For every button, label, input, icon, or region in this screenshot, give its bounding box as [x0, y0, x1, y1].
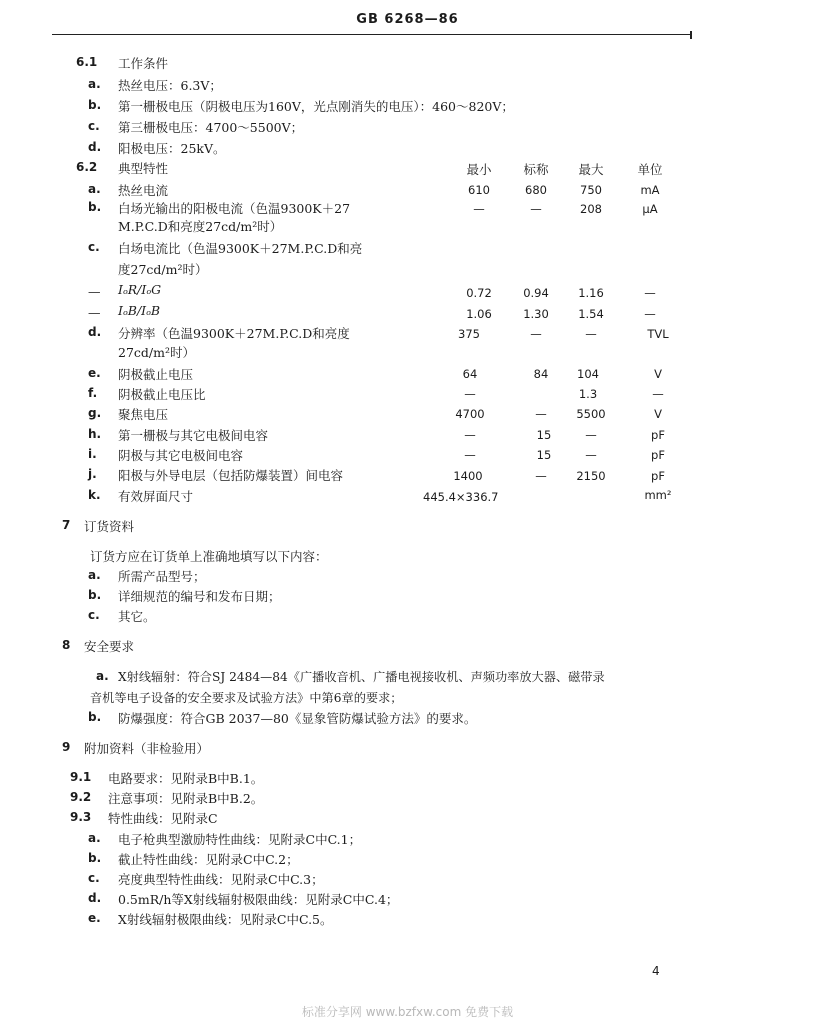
cell-unit: pF: [651, 448, 665, 462]
cell-nominal: 84: [533, 367, 549, 381]
list-item-key: a.: [96, 669, 109, 683]
cell-min: —: [464, 448, 476, 462]
table-row-key: b.: [88, 200, 102, 214]
col-header-min: 最小: [466, 162, 492, 177]
list-item-key: a.: [88, 568, 101, 582]
cell-min: 375: [458, 327, 480, 341]
cell-max: —: [585, 428, 597, 442]
cell-max: —: [585, 327, 597, 341]
subsection-number: 9.3: [70, 810, 92, 824]
list-item-text: 第三栅极电压：4700～5500V；: [118, 120, 304, 135]
cell-max: 1.54: [578, 307, 604, 321]
list-item-text: 防爆强度：符合GB 2037—80《显象管防爆试验方法》的要求。: [118, 711, 477, 726]
subsection-text: 电路要求：见附录B中B.1。: [108, 771, 264, 786]
cell-max: 2150: [576, 469, 606, 483]
cell-max: —: [585, 448, 597, 462]
table-row-text-cont: M.P.C.D和亮度27cd/m²时）: [118, 219, 283, 234]
table-row-text: 白场电流比（色温9300K＋27M.P.C.D和亮: [118, 241, 363, 256]
table-row-key: f.: [88, 386, 98, 400]
section-6-1-title: 工作条件: [118, 56, 169, 71]
table-row-key: d.: [88, 325, 102, 339]
list-item-key: c.: [88, 871, 100, 885]
cell-max: 208: [580, 202, 602, 216]
cell-min: 1.06: [466, 307, 492, 321]
list-item-text: 第一栅极电压（阴极电压为160V，光点刚消失的电压）：460～820V；: [118, 99, 514, 114]
table-row-text: 阴极截止电压比: [118, 387, 206, 402]
list-item-text: X射线辐射极限曲线：见附录C中C.5。: [118, 912, 333, 927]
list-item-key: d.: [88, 140, 102, 154]
list-item-key: b.: [88, 588, 102, 602]
cell-min: —: [473, 202, 485, 216]
cell-min: —: [464, 387, 476, 401]
table-row-text: 分辨率（色温9300K＋27M.P.C.D和亮度: [118, 326, 350, 341]
table-row-text: 白场光输出的阳极电流（色温9300K＋27: [118, 201, 351, 216]
cell-unit: —: [644, 286, 656, 300]
list-item-text: 亮度典型特性曲线：见附录C中C.3；: [118, 872, 324, 887]
cell-nominal: —: [530, 327, 542, 341]
table-row-text: 阳极与外导电层（包括防爆装置）间电容: [118, 468, 344, 483]
section-8-title: 安全要求: [84, 639, 135, 654]
cell-unit: V: [654, 407, 662, 421]
table-row-key: k.: [88, 488, 101, 502]
cell-max: 5500: [576, 407, 606, 421]
cell-max: 1.16: [578, 286, 604, 300]
subsection-number: 9.1: [70, 770, 92, 784]
table-row-text: IₒB/IₒB: [118, 303, 161, 318]
section-8-number: 8: [62, 638, 71, 652]
cell-max: 104: [577, 367, 599, 381]
subsection-text: 特性曲线：见附录C: [108, 811, 218, 826]
cell-unit: mA: [640, 183, 660, 197]
header-rule: [52, 34, 692, 35]
list-item-text: 其它。: [118, 609, 156, 624]
list-item-key: b.: [88, 851, 102, 865]
table-row-key: a.: [88, 182, 101, 196]
cell-unit: mm²: [644, 488, 672, 502]
subsection-text: 注意事项：见附录B中B.2。: [108, 791, 264, 806]
list-item-text: X射线辐射：符合SJ 2484—84《广播收音机、广播电视接收机、声频功率放大器、磁带录: [118, 670, 605, 684]
section-6-1-number: 6.1: [76, 55, 98, 69]
cell-nominal: 15: [536, 428, 552, 442]
cell-unit: pF: [651, 428, 665, 442]
table-row-text-cont: 27cd/m²时）: [118, 345, 195, 360]
table-row-key: i.: [88, 447, 97, 461]
section-9-title: 附加资料（非检验用）: [84, 741, 210, 756]
table-row-text: 热丝电流: [118, 183, 169, 198]
table-row-text: 有效屏面尺寸: [118, 489, 194, 504]
cell-unit: —: [652, 387, 664, 401]
header-rule-tick: [690, 31, 692, 39]
cell-nominal: —: [530, 202, 542, 216]
cell-nominal: —: [535, 469, 547, 483]
col-header-nominal: 标称: [523, 162, 549, 177]
list-item-text: 热丝电压：6.3V；: [118, 78, 222, 93]
section-6-2-title: 典型特性: [118, 161, 169, 176]
section-7-number: 7: [62, 518, 71, 532]
list-item-key: b.: [88, 710, 102, 724]
list-item-key: c.: [88, 608, 100, 622]
table-row-text-cont: 度27cd/m²时）: [118, 262, 208, 277]
cell-min: 1400: [453, 469, 483, 483]
table-row-text: 阴极截止电压: [118, 367, 194, 382]
list-item-text: 0.5mR/h等X射线辐射极限曲线：见附录C中C.4；: [118, 892, 399, 907]
section-7-title: 订货资料: [84, 519, 135, 534]
table-row-text: IₒR/IₒG: [118, 282, 162, 297]
table-row-key: —: [88, 284, 101, 299]
cell-nominal: 680: [525, 183, 547, 197]
table-row-text: 聚焦电压: [118, 407, 169, 422]
table-row-key: h.: [88, 427, 102, 441]
cell-unit: —: [644, 307, 656, 321]
col-header-unit: 单位: [637, 162, 663, 177]
list-item-text: 阳极电压：25kV。: [118, 141, 226, 156]
table-row-key: g.: [88, 406, 102, 420]
cell-min: —: [464, 428, 476, 442]
cell-min: 64: [462, 367, 478, 381]
list-item-text-cont: 音机等电子设备的安全要求及试验方法》中第6章的要求；: [90, 691, 403, 705]
table-row-key: c.: [88, 240, 100, 254]
subsection-number: 9.2: [70, 790, 92, 804]
list-item-text: 电子枪典型激励特性曲线：见附录C中C.1；: [118, 832, 362, 847]
cell-unit: pF: [651, 469, 665, 483]
table-row-text: 阴极与其它电极间电容: [118, 448, 244, 463]
list-item-key: a.: [88, 77, 101, 91]
cell-min: 610: [468, 183, 490, 197]
page-number: 4: [652, 964, 660, 978]
section-7-intro: 订货方应在订货单上准确地填写以下内容：: [90, 549, 328, 564]
list-item-text: 截止特性曲线：见附录C中C.2；: [118, 852, 299, 867]
cell-max: 1.3: [578, 387, 598, 401]
cell-unit: μA: [642, 202, 658, 216]
cell-nominal: 1.30: [523, 307, 549, 321]
standard-number: GB 6268—86: [356, 12, 459, 27]
cell-min: 0.72: [466, 286, 492, 300]
list-item-text: 所需产品型号；: [118, 569, 206, 584]
list-item-key: e.: [88, 911, 101, 925]
cell-nominal: 0.94: [523, 286, 549, 300]
table-row-key: e.: [88, 366, 101, 380]
col-header-max: 最大: [578, 162, 604, 177]
list-item-key: b.: [88, 98, 102, 112]
list-item-key: c.: [88, 119, 100, 133]
table-row-text: 第一栅极与其它电极间电容: [118, 428, 269, 443]
cell-max: 750: [580, 183, 602, 197]
table-row-key: j.: [88, 467, 97, 481]
section-6-2-number: 6.2: [76, 160, 98, 174]
section-9-number: 9: [62, 740, 71, 754]
cell-unit: TVL: [647, 327, 669, 341]
table-row-key: —: [88, 305, 101, 320]
list-item-text: 详细规范的编号和发布日期；: [118, 589, 281, 604]
cell-min: 4700: [455, 407, 485, 421]
watermark: 标准分享网 www.bzfxw.com 免费下载: [301, 1005, 514, 1019]
cell-min: 445.4×336.7: [423, 490, 499, 504]
cell-nominal: 15: [536, 448, 552, 462]
list-item-key: d.: [88, 891, 102, 905]
cell-nominal: —: [535, 407, 547, 421]
cell-unit: V: [654, 367, 662, 381]
list-item-key: a.: [88, 831, 101, 845]
